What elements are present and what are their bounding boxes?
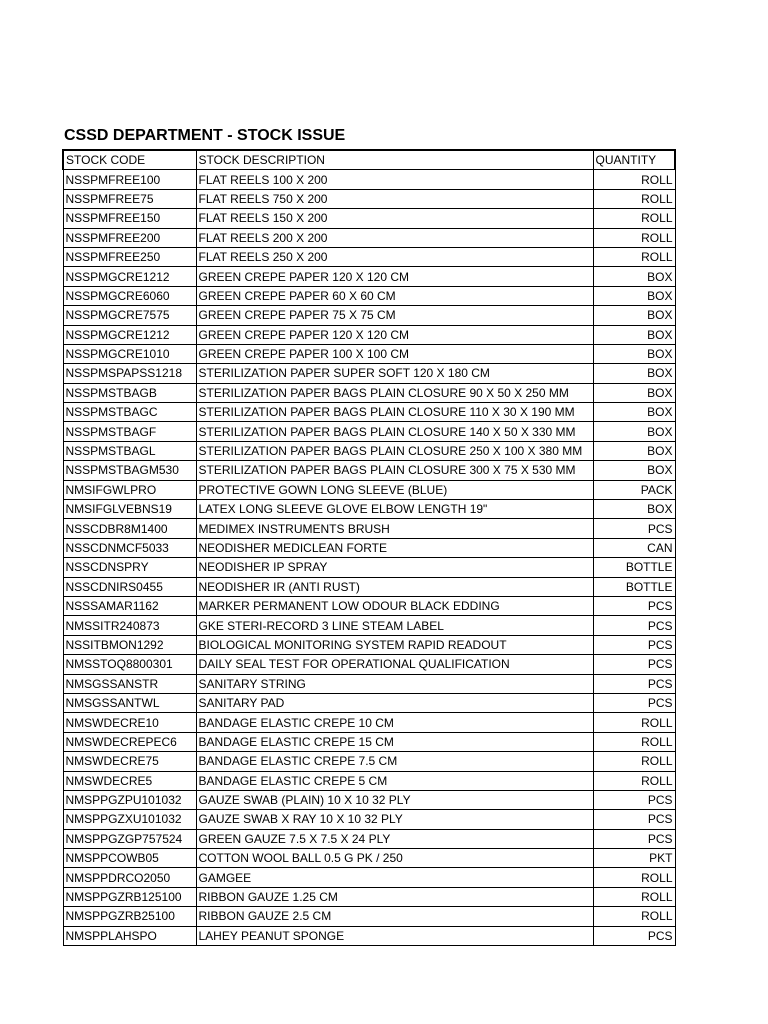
stock-description-cell: BANDAGE ELASTIC CREPE 10 CM bbox=[196, 713, 593, 732]
stock-code-cell: NMSSTOQ8800301 bbox=[63, 655, 196, 674]
quantity-cell: PCS bbox=[593, 674, 675, 693]
stock-code-cell: NMSGSSANSTR bbox=[63, 674, 196, 693]
stock-code-cell: NSSITBMON1292 bbox=[63, 635, 196, 654]
stock-code-cell: NMSPPCOWB05 bbox=[63, 849, 196, 868]
table-header-row bbox=[63, 150, 675, 170]
quantity-cell: PCS bbox=[593, 635, 675, 654]
stock-description-cell: GREEN GAUZE 7.5 X 7.5 X 24 PLY bbox=[196, 829, 593, 848]
stock-description-cell: GREEN CREPE PAPER 75 X 75 CM bbox=[196, 306, 593, 325]
quantity-cell: PCS bbox=[593, 829, 675, 848]
stock-description-cell: NEODISHER MEDICLEAN FORTE bbox=[196, 538, 593, 557]
stock-code-cell: NMSPPDRCO2050 bbox=[63, 868, 196, 887]
stock-code-cell: NSSPMFREE200 bbox=[63, 228, 196, 247]
table-row bbox=[63, 868, 675, 887]
table-row bbox=[63, 480, 675, 499]
table-row bbox=[63, 403, 675, 422]
document-title: CSSD DEPARTMENT - STOCK ISSUE bbox=[64, 127, 346, 144]
stock-code-cell: NSSCDNIRS0455 bbox=[63, 577, 196, 596]
stock-description-cell: COTTON WOOL BALL 0.5 G PK / 250 bbox=[196, 849, 593, 868]
quantity-cell: PCS bbox=[593, 616, 675, 635]
stock-description-cell: STERILIZATION PAPER BAGS PLAIN CLOSURE 140 X 50 X 330 MM bbox=[196, 422, 593, 441]
quantity-cell: ROLL bbox=[593, 713, 675, 732]
table-row bbox=[63, 596, 675, 615]
stock-code-cell: NSSCDNMCF5033 bbox=[63, 538, 196, 557]
table-body bbox=[63, 170, 675, 946]
quantity-cell: PKT bbox=[593, 849, 675, 868]
stock-description-cell: STERILIZATION PAPER SUPER SOFT 120 X 180 CM bbox=[196, 364, 593, 383]
table-row bbox=[63, 422, 675, 441]
table-row bbox=[63, 771, 675, 790]
stock-description-cell: MARKER PERMANENT LOW ODOUR BLACK EDDING bbox=[196, 596, 593, 615]
table-row bbox=[63, 247, 675, 266]
stock-description-cell: MEDIMEX INSTRUMENTS BRUSH bbox=[196, 519, 593, 538]
stock-description-cell: SANITARY PAD bbox=[196, 693, 593, 712]
quantity-cell: PCS bbox=[593, 693, 675, 712]
table-row bbox=[63, 209, 675, 228]
stock-code-cell: NSSPMSPAPSS1218 bbox=[63, 364, 196, 383]
quantity-cell: PCS bbox=[593, 519, 675, 538]
stock-description-cell: GREEN CREPE PAPER 100 X 100 CM bbox=[196, 344, 593, 363]
table-row bbox=[63, 713, 675, 732]
quantity-cell: BOX bbox=[593, 403, 675, 422]
stock-description-cell: GAMGEE bbox=[196, 868, 593, 887]
stock-code-cell: NMSIFGLVEBNS19 bbox=[63, 500, 196, 519]
table-row bbox=[63, 849, 675, 868]
stock-description-cell: GREEN CREPE PAPER 120 X 120 CM bbox=[196, 325, 593, 344]
stock-description-cell: DAILY SEAL TEST FOR OPERATIONAL QUALIFICATION bbox=[196, 655, 593, 674]
quantity-cell: BOTTLE bbox=[593, 577, 675, 596]
quantity-cell: ROLL bbox=[593, 771, 675, 790]
table-row bbox=[63, 441, 675, 460]
quantity-cell: BOX bbox=[593, 364, 675, 383]
stock-description-cell: GREEN CREPE PAPER 120 X 120 CM bbox=[196, 267, 593, 286]
quantity-cell: ROLL bbox=[593, 228, 675, 247]
stock-description-cell: FLAT REELS 250 X 200 bbox=[196, 247, 593, 266]
stock-issue-table bbox=[62, 149, 676, 946]
table-row bbox=[63, 693, 675, 712]
quantity-cell: PCS bbox=[593, 790, 675, 809]
stock-code-cell: NSSPMGCRE1212 bbox=[63, 267, 196, 286]
stock-code-cell: NSSSAMAR1162 bbox=[63, 596, 196, 615]
stock-code-cell: NMSPPLAHSPO bbox=[63, 926, 196, 945]
table-row bbox=[63, 558, 675, 577]
table-row bbox=[63, 674, 675, 693]
stock-code-cell: NMSWDECRE75 bbox=[63, 752, 196, 771]
table-row bbox=[63, 829, 675, 848]
stock-description-cell: STERILIZATION PAPER BAGS PLAIN CLOSURE 110 X 30 X 190 MM bbox=[196, 403, 593, 422]
table-row bbox=[63, 189, 675, 208]
stock-code-cell: NSSPMSTBAGB bbox=[63, 383, 196, 402]
table-row bbox=[63, 538, 675, 557]
stock-code-cell: NSSCDBR8M1400 bbox=[63, 519, 196, 538]
quantity-cell: PCS bbox=[593, 926, 675, 945]
table-row bbox=[63, 267, 675, 286]
stock-description-cell: RIBBON GAUZE 1.25 CM bbox=[196, 887, 593, 906]
stock-code-cell: NMSWDECRE5 bbox=[63, 771, 196, 790]
table-row bbox=[63, 228, 675, 247]
stock-description-cell: LATEX LONG SLEEVE GLOVE ELBOW LENGTH 19" bbox=[196, 500, 593, 519]
table-row bbox=[63, 170, 675, 189]
quantity-cell: PCS bbox=[593, 596, 675, 615]
quantity-cell: ROLL bbox=[593, 887, 675, 906]
quantity-cell: BOX bbox=[593, 267, 675, 286]
quantity-cell: ROLL bbox=[593, 170, 675, 189]
quantity-cell: PACK bbox=[593, 480, 675, 499]
stock-description-cell: GREEN CREPE PAPER 60 X 60 CM bbox=[196, 286, 593, 305]
stock-code-cell: NMSPPGZXU101032 bbox=[63, 810, 196, 829]
header-stock-description: STOCK DESCRIPTION bbox=[196, 150, 593, 170]
stock-description-cell: BANDAGE ELASTIC CREPE 15 CM bbox=[196, 732, 593, 751]
quantity-cell: BOX bbox=[593, 344, 675, 363]
stock-description-cell: FLAT REELS 200 X 200 bbox=[196, 228, 593, 247]
table-row bbox=[63, 752, 675, 771]
table-row bbox=[63, 887, 675, 906]
quantity-cell: BOTTLE bbox=[593, 558, 675, 577]
quantity-cell: ROLL bbox=[593, 752, 675, 771]
stock-code-cell: NSSPMGCRE6060 bbox=[63, 286, 196, 305]
table-row bbox=[63, 344, 675, 363]
stock-description-cell: BANDAGE ELASTIC CREPE 5 CM bbox=[196, 771, 593, 790]
quantity-cell: ROLL bbox=[593, 907, 675, 926]
quantity-cell: BOX bbox=[593, 306, 675, 325]
table-row bbox=[63, 635, 675, 654]
stock-code-cell: NMSPPGZPU101032 bbox=[63, 790, 196, 809]
stock-description-cell: SANITARY STRING bbox=[196, 674, 593, 693]
stock-description-cell: PROTECTIVE GOWN LONG SLEEVE (BLUE) bbox=[196, 480, 593, 499]
stock-description-cell: LAHEY PEANUT SPONGE bbox=[196, 926, 593, 945]
table-row bbox=[63, 810, 675, 829]
quantity-cell: PCS bbox=[593, 655, 675, 674]
stock-code-cell: NMSGSSANTWL bbox=[63, 693, 196, 712]
stock-description-cell: STERILIZATION PAPER BAGS PLAIN CLOSURE 90 X 50 X 250 MM bbox=[196, 383, 593, 402]
stock-description-cell: NEODISHER IR (ANTI RUST) bbox=[196, 577, 593, 596]
table-row bbox=[63, 655, 675, 674]
stock-code-cell: NSSPMFREE250 bbox=[63, 247, 196, 266]
stock-description-cell: STERILIZATION PAPER BAGS PLAIN CLOSURE 250 X 100 X 380 MM bbox=[196, 441, 593, 460]
stock-description-cell: FLAT REELS 750 X 200 bbox=[196, 189, 593, 208]
stock-description-cell: BANDAGE ELASTIC CREPE 7.5 CM bbox=[196, 752, 593, 771]
stock-code-cell: NMSSITR240873 bbox=[63, 616, 196, 635]
stock-code-cell: NMSWDECREPEC6 bbox=[63, 732, 196, 751]
stock-code-cell: NSSPMSTBAGL bbox=[63, 441, 196, 460]
stock-description-cell: FLAT REELS 150 X 200 bbox=[196, 209, 593, 228]
table-row bbox=[63, 364, 675, 383]
stock-code-cell: NSSPMGCRE1010 bbox=[63, 344, 196, 363]
quantity-cell: BOX bbox=[593, 325, 675, 344]
quantity-cell: BOX bbox=[593, 422, 675, 441]
quantity-cell: ROLL bbox=[593, 868, 675, 887]
stock-code-cell: NMSIFGWLPRO bbox=[63, 480, 196, 499]
table-row bbox=[63, 907, 675, 926]
quantity-cell: BOX bbox=[593, 286, 675, 305]
stock-code-cell: NSSPMFREE150 bbox=[63, 209, 196, 228]
table-row bbox=[63, 577, 675, 596]
stock-code-cell: NMSPPGZRB125100 bbox=[63, 887, 196, 906]
quantity-cell: CAN bbox=[593, 538, 675, 557]
stock-code-cell: NSSPMGCRE1212 bbox=[63, 325, 196, 344]
quantity-cell: BOX bbox=[593, 461, 675, 480]
table-row bbox=[63, 500, 675, 519]
quantity-cell: PCS bbox=[593, 810, 675, 829]
table-row bbox=[63, 926, 675, 945]
stock-description-cell: NEODISHER IP SPRAY bbox=[196, 558, 593, 577]
table-row bbox=[63, 790, 675, 809]
table-row bbox=[63, 286, 675, 305]
stock-code-cell: NSSCDNSPRY bbox=[63, 558, 196, 577]
table-row bbox=[63, 306, 675, 325]
stock-code-cell: NMSPPGZRB25100 bbox=[63, 907, 196, 926]
stock-code-cell: NMSPPGZGP757524 bbox=[63, 829, 196, 848]
stock-description-cell: GKE STERI-RECORD 3 LINE STEAM LABEL bbox=[196, 616, 593, 635]
table-row bbox=[63, 383, 675, 402]
stock-code-cell: NSSPMFREE75 bbox=[63, 189, 196, 208]
quantity-cell: BOX bbox=[593, 500, 675, 519]
table-row bbox=[63, 325, 675, 344]
header-quantity: QUANTITY bbox=[593, 150, 675, 170]
quantity-cell: BOX bbox=[593, 441, 675, 460]
stock-description-cell: STERILIZATION PAPER BAGS PLAIN CLOSURE 300 X 75 X 530 MM bbox=[196, 461, 593, 480]
stock-description-cell: GAUZE SWAB X RAY 10 X 10 32 PLY bbox=[196, 810, 593, 829]
header-stock-code: STOCK CODE bbox=[63, 150, 196, 170]
stock-description-cell: RIBBON GAUZE 2.5 CM bbox=[196, 907, 593, 926]
quantity-cell: ROLL bbox=[593, 189, 675, 208]
quantity-cell: BOX bbox=[593, 383, 675, 402]
stock-code-cell: NSSPMGCRE7575 bbox=[63, 306, 196, 325]
table-row bbox=[63, 732, 675, 751]
quantity-cell: ROLL bbox=[593, 732, 675, 751]
stock-description-cell: BIOLOGICAL MONITORING SYSTEM RAPID READOUT bbox=[196, 635, 593, 654]
quantity-cell: ROLL bbox=[593, 247, 675, 266]
stock-code-cell: NMSWDECRE10 bbox=[63, 713, 196, 732]
quantity-cell: ROLL bbox=[593, 209, 675, 228]
stock-description-cell: FLAT REELS 100 X 200 bbox=[196, 170, 593, 189]
stock-code-cell: NSSPMSTBAGM530 bbox=[63, 461, 196, 480]
stock-code-cell: NSSPMFREE100 bbox=[63, 170, 196, 189]
stock-description-cell: GAUZE SWAB (PLAIN) 10 X 10 32 PLY bbox=[196, 790, 593, 809]
stock-code-cell: NSSPMSTBAGF bbox=[63, 422, 196, 441]
stock-code-cell: NSSPMSTBAGC bbox=[63, 403, 196, 422]
table-row bbox=[63, 616, 675, 635]
table-row bbox=[63, 519, 675, 538]
table-row bbox=[63, 461, 675, 480]
